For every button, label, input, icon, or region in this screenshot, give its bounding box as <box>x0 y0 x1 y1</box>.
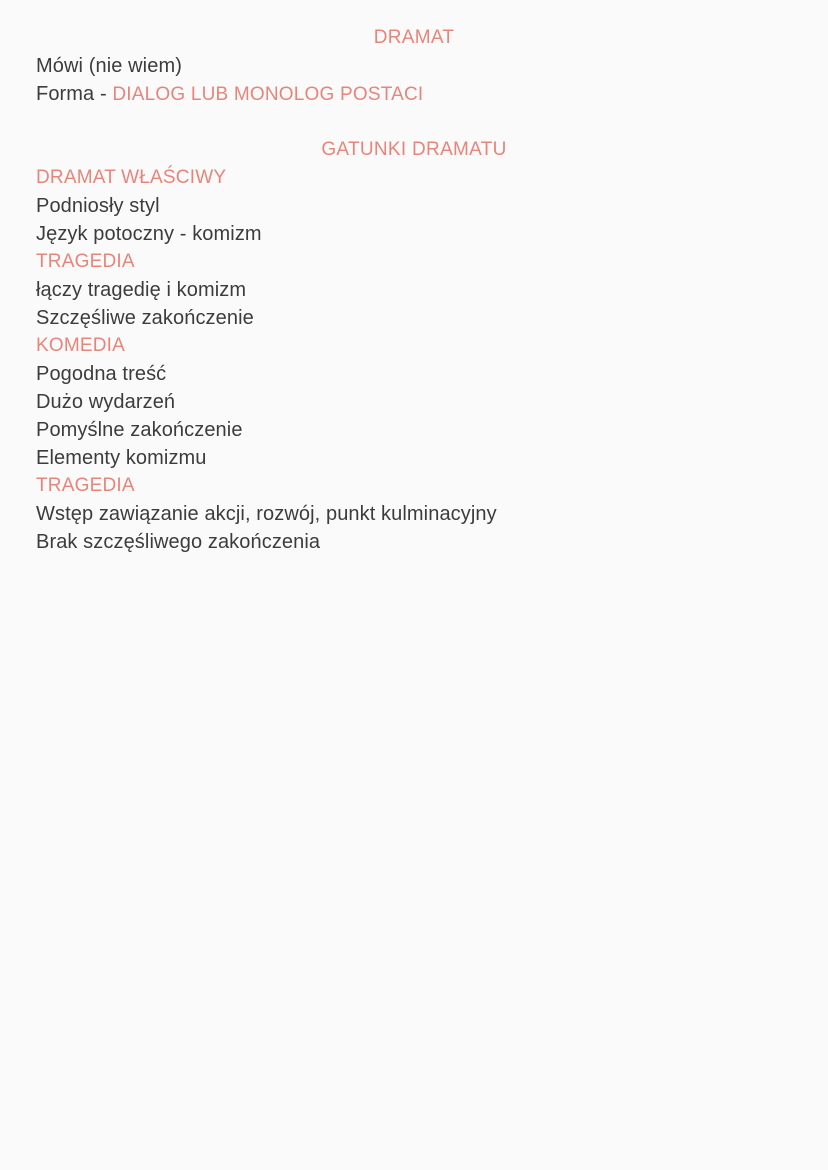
dramat-line-forma <box>36 80 792 108</box>
list-item: Podniosły styl <box>36 195 160 217</box>
list-item: Szczęśliwe zakończenie <box>36 307 254 329</box>
list-item: Wstęp zawiązanie akcji, rozwój, punkt kulminacyjny <box>36 503 497 525</box>
genre-group-tragedia-second <box>36 472 792 556</box>
section-heading-dramat: DRAMAT <box>373 27 455 48</box>
section-heading-gatunki-dramatu: GATUNKI DRAMATU <box>321 139 507 160</box>
section-gatunki-dramatu <box>36 136 792 556</box>
section-dramat <box>36 24 792 108</box>
list-item: łączy tragedię i komizm <box>36 279 247 301</box>
dramat-forma-label: Forma - <box>36 83 113 105</box>
section-spacer <box>36 108 792 136</box>
list-item: Język potoczny - komizm <box>36 223 262 245</box>
list-item: Brak szczęśliwego zakończenia <box>36 531 321 553</box>
list-item: Dużo wydarzeń <box>36 391 176 413</box>
genre-group-komedia <box>36 332 792 472</box>
genre-title-tragedia-second: TRAGEDIA <box>36 475 135 496</box>
dramat-line-mowi: Mówi (nie wiem) <box>36 55 182 77</box>
genre-group-tragedia-first <box>36 248 792 332</box>
list-item: Elementy komizmu <box>36 447 207 469</box>
genre-group-dramat-wlasciwy <box>36 164 792 248</box>
list-item: Pomyślne zakończenie <box>36 419 243 441</box>
dramat-forma-value: DIALOG LUB MONOLOG POSTACI <box>112 84 424 105</box>
genre-title-dramat-wlasciwy: DRAMAT WŁAŚCIWY <box>36 167 227 188</box>
list-item: Pogodna treść <box>36 363 167 385</box>
genre-title-tragedia-first: TRAGEDIA <box>36 251 135 272</box>
genre-title-komedia: KOMEDIA <box>36 335 126 356</box>
